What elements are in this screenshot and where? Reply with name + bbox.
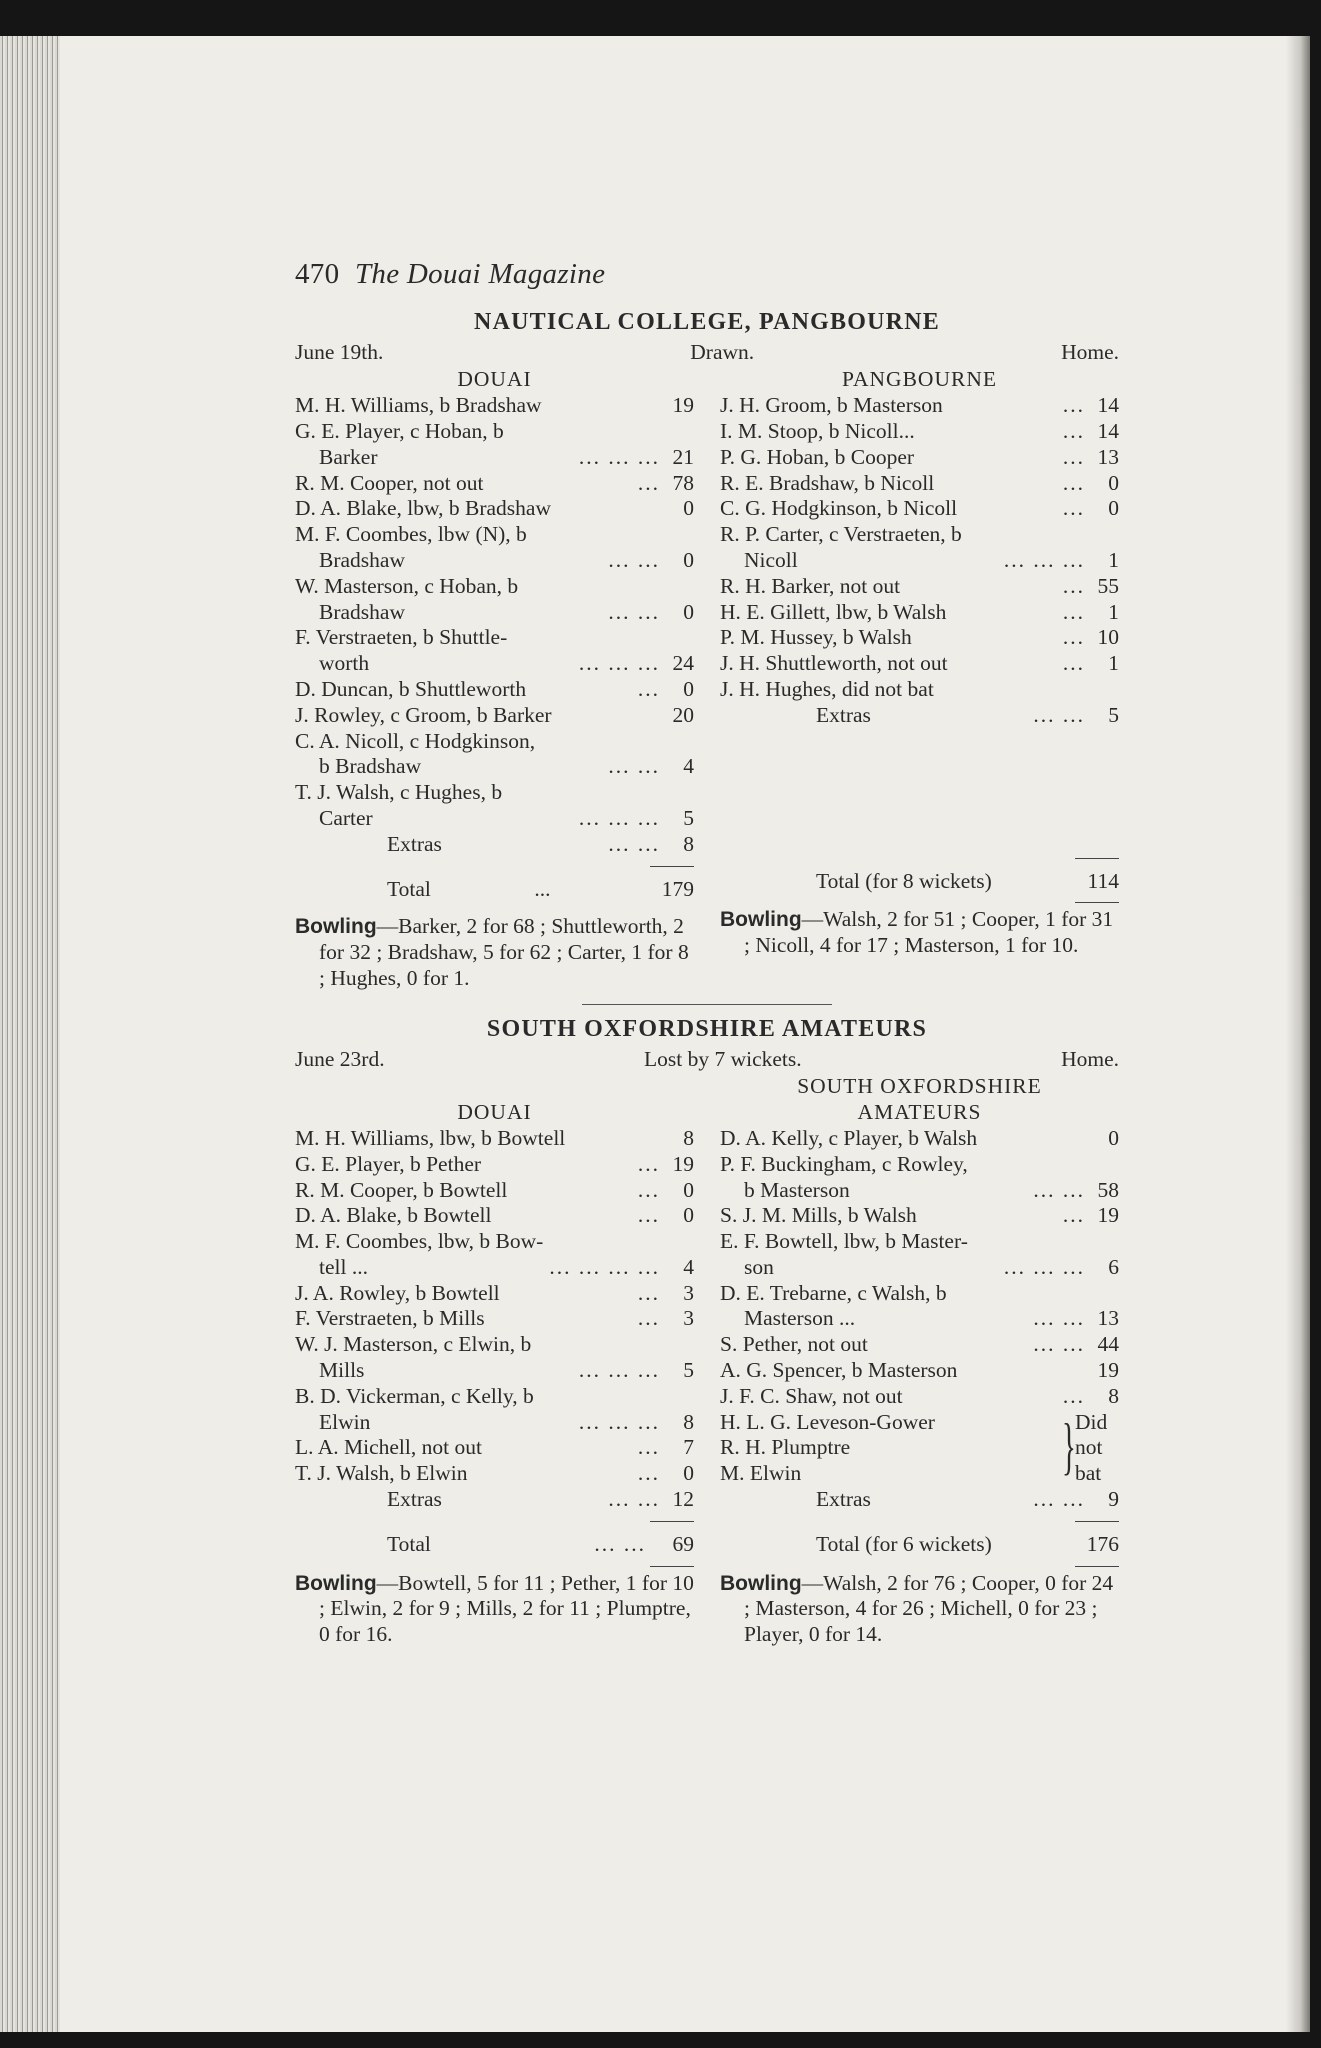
batting-line: R. H. Plumptre [720, 1435, 851, 1460]
batting-line-cont: son ... ... ... 6 [744, 1254, 1119, 1279]
team-heading: DOUAI [457, 1100, 532, 1125]
batting-line: M. H. Williams, b Bradshaw 19 [295, 393, 694, 418]
batting-line: P. G. Hoban, b Cooper ... 13 [720, 444, 1119, 469]
batting-line: C. G. Hodgkinson, b Nicoll ... 0 [720, 496, 1119, 521]
batting-line: T. J. Walsh, c Hughes, b [295, 780, 503, 805]
batting-line-cont: Elwin ... ... ... 8 [319, 1409, 694, 1434]
total-rule [650, 1521, 694, 1522]
batting-line-cont: Masterson ... ... ... 13 [744, 1306, 1119, 1331]
opponent-innings [720, 1074, 1119, 1648]
scorecard [295, 1074, 1119, 1648]
running-head [295, 258, 1119, 290]
page-number: 470 [295, 258, 340, 290]
did-not-bat-label: not [1075, 1435, 1103, 1460]
batting-line: S. J. M. Mills, b Walsh ... 19 [720, 1203, 1119, 1228]
team-heading: AMATEURS [857, 1100, 982, 1125]
page-content [295, 258, 1119, 1648]
batting-line: L. A. Michell, not out ... 7 [295, 1435, 694, 1460]
batting-line: J. H. Shuttleworth, not out ... 1 [720, 651, 1119, 676]
batting-line: T. J. Walsh, b Elwin ... 0 [295, 1461, 694, 1486]
douai-innings [295, 367, 694, 991]
total-rule [650, 1566, 694, 1567]
opponent-innings [720, 367, 1119, 991]
batting-line: P. F. Buckingham, c Rowley, [720, 1151, 968, 1176]
batting-line: E. F. Bowtell, lbw, b Master- [720, 1229, 968, 1254]
batting-line: I. M. Stoop, b Nicoll... ... 14 [720, 418, 1119, 443]
batting-line: H. E. Gillett, lbw, b Walsh ... 1 [720, 599, 1119, 624]
batting-line-cont: Nicoll ... ... ... 1 [744, 547, 1119, 572]
match-info [295, 340, 1119, 366]
batting-line: S. Pether, not out ... ... 44 [720, 1332, 1119, 1357]
section-divider [582, 1004, 832, 1005]
batting-line: M. H. Williams, lbw, b Bowtell 8 [295, 1125, 694, 1150]
match-date: June 23rd. [295, 1046, 385, 1071]
scorecard [295, 367, 1119, 991]
did-not-bat-group [720, 1410, 1119, 1487]
extras-line: Extras ... ... 12 [387, 1487, 694, 1512]
match-info [295, 1047, 1119, 1073]
batting-line: A. G. Spencer, b Masterson 19 [720, 1358, 1119, 1383]
batting-line: D. A. Blake, b Bowtell ... 0 [295, 1203, 694, 1228]
batting-line: J. Rowley, c Groom, b Barker 20 [295, 702, 694, 727]
batting-line: G. E. Player, c Hoban, b [295, 418, 504, 443]
bowling-figures: Bowling—Barker, 2 for 68 ; Shuttleworth, 2 for 32 ; Bradshaw, 5 for 62 ; Carter, 1 for 8 ; Hughes, 0 for 1. [295, 914, 689, 990]
match-venue: Home. [1061, 1046, 1119, 1071]
match-result: Lost by 7 wickets. [644, 1046, 802, 1071]
batting-line: R. M. Cooper, b Bowtell ... 0 [295, 1177, 694, 1202]
batting-line-cont: tell ... ... ... ... ... 4 [319, 1254, 694, 1279]
batting-line-cont: worth ... ... ... 24 [319, 651, 694, 676]
batting-line: D. A. Blake, lbw, b Bradshaw 0 [295, 496, 694, 521]
batting-line: W. Masterson, c Hoban, b [295, 573, 519, 598]
batting-line: M. F. Coombes, lbw (N), b [295, 522, 527, 547]
match-venue: Home. [1061, 339, 1119, 364]
team-heading: PANGBOURNE [842, 367, 997, 392]
total-line: Total ... 179 [387, 876, 694, 901]
brace-glyph: } [1061, 1409, 1076, 1481]
match-date: June 19th. [295, 339, 384, 364]
batting-line: J. F. C. Shaw, not out ... 8 [720, 1383, 1119, 1408]
batting-line: H. L. G. Leveson-Gower [720, 1409, 935, 1434]
bowling-figures: Bowling—Bowtell, 5 for 11 ; Pether, 1 for 10 ; Elwin, 2 for 9 ; Mills, 2 for 11 ; Plumptre, 0 for 16. [295, 1570, 694, 1647]
batting-line-cont: Bradshaw ... ... 0 [319, 547, 694, 572]
total-line: Total ... ... 69 [387, 1531, 694, 1556]
extras-line: Extras ... ... 9 [816, 1487, 1119, 1512]
match-title: SOUTH OXFORDSHIRE AMATEURS [486, 1015, 928, 1042]
batting-line-cont: b Masterson ... ... 58 [744, 1177, 1119, 1202]
batting-line: R. P. Carter, c Verstraeten, b [720, 522, 962, 547]
batting-line: D. Duncan, b Shuttleworth ... 0 [295, 676, 694, 701]
total-line: Total (for 8 wickets) 114 [816, 868, 1119, 893]
batting-line: W. J. Masterson, c Elwin, b [295, 1332, 532, 1357]
bowling-figures: Bowling—Walsh, 2 for 51 ; Cooper, 1 for 31 ; Nicoll, 4 for 17 ; Masterson, 1 for 10. [720, 907, 1114, 958]
batting-line-cont: Bradshaw ... ... 0 [319, 599, 694, 624]
batting-line-cont: b Bradshaw ... ... 4 [319, 754, 694, 779]
extras-line: Extras ... ... 8 [387, 831, 694, 856]
batting-line: J. A. Rowley, b Bowtell ... 3 [295, 1280, 694, 1305]
batting-line: B. D. Vickerman, c Kelly, b [295, 1383, 534, 1408]
total-rule [1075, 902, 1119, 903]
team-heading: SOUTH OXFORDSHIRE [797, 1074, 1042, 1099]
batting-line: J. H. Groom, b Masterson ... 14 [720, 393, 1119, 418]
total-rule [1075, 1521, 1119, 1522]
book-gutter-shadow [1286, 36, 1310, 2032]
batting-line: M. F. Coombes, lbw, b Bow- [295, 1229, 544, 1254]
douai-innings [295, 1074, 694, 1648]
extras-line: Extras ... ... 5 [816, 702, 1119, 727]
batting-line: R. H. Barker, not out ... 55 [720, 573, 1119, 598]
batting-line: R. E. Bradshaw, b Nicoll ... 0 [720, 470, 1119, 495]
batting-line: D. A. Kelly, c Player, b Walsh 0 [720, 1125, 1119, 1150]
team-heading: DOUAI [457, 367, 532, 392]
total-rule [1075, 1566, 1119, 1567]
batting-line-cont: Barker ... ... ... 21 [319, 444, 694, 469]
match-title: NAUTICAL COLLEGE, PANGBOURNE [474, 308, 940, 335]
batting-line-cont: Carter ... ... ... 5 [319, 805, 694, 830]
batting-line: M. Elwin [720, 1461, 802, 1486]
total-rule [1075, 858, 1119, 859]
bowling-figures: Bowling—Walsh, 2 for 76 ; Cooper, 0 for 24 ; Masterson, 4 for 26 ; Michell, 0 for 23 ; Player, 0 for 14. [720, 1570, 1114, 1647]
batting-line: C. A. Nicoll, c Hodgkinson, [295, 728, 536, 753]
batting-line: R. M. Cooper, not out ... 78 [295, 470, 694, 495]
batting-line: D. E. Trebarne, c Walsh, b [720, 1280, 947, 1305]
batting-line: G. E. Player, b Pether ... 19 [295, 1151, 694, 1176]
match-result: Drawn. [690, 339, 755, 364]
batting-line-cont: Mills ... ... ... 5 [319, 1358, 694, 1383]
batting-line: J. H. Hughes, did not bat [720, 676, 934, 701]
magazine-title: The Douai Magazine [354, 258, 606, 290]
did-not-bat-label: Did [1075, 1409, 1108, 1434]
batting-line: F. Verstraeten, b Mills ... 3 [295, 1306, 694, 1331]
batting-line: P. M. Hussey, b Walsh ... 10 [720, 625, 1119, 650]
batting-line: F. Verstraeten, b Shuttle- [295, 625, 508, 650]
total-rule [650, 866, 694, 867]
did-not-bat-label: bat [1075, 1461, 1102, 1486]
book-page-edges [0, 36, 60, 2032]
total-line: Total (for 6 wickets) 176 [816, 1531, 1119, 1556]
